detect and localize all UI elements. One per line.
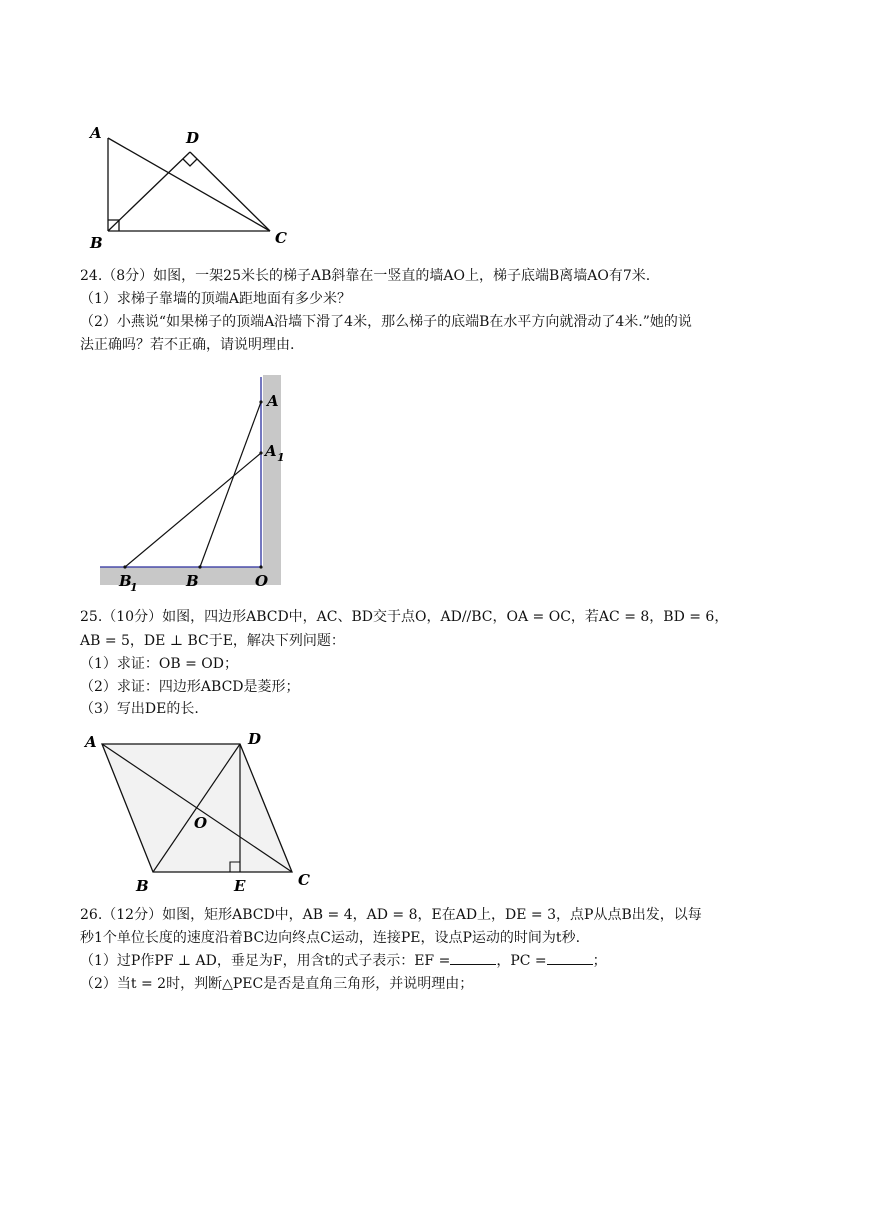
ladder-a1b1 — [125, 453, 261, 567]
label-o: O — [194, 814, 208, 832]
q24-part2-line1: （2）小燕说“如果梯子的顶端A沿墙下滑了4米，那么梯子的底端B在水平方向就滑动了4米.”她的说 — [80, 314, 692, 330]
label-a: A — [85, 733, 97, 751]
q25-part2: （2）求证：四边形ABCD是菱形； — [80, 679, 300, 695]
q26-part2: （2）当t = 2时，判断△PEC是否是直角三角形，并说明理由； — [80, 976, 474, 992]
q25-stem-line1: 25.（10分）如图，四边形ABCD中，AC、BD交于点O，AD//BC，OA = OC，若AC = 8，BD = 6， — [80, 609, 729, 625]
label-a1: A — [265, 442, 277, 460]
label-b1: B — [119, 572, 132, 590]
q26-part1-text: （1）过P作PF ⊥ AD，垂足为F，用含t的式子表示：EF = — [80, 953, 451, 969]
label-c: C — [298, 871, 310, 889]
label-b1-subscript: 1 — [130, 581, 138, 594]
answer-blank-ef[interactable] — [450, 952, 496, 965]
figure-rhombus — [80, 725, 320, 895]
label-d: D — [248, 730, 262, 748]
figure-ladder — [95, 375, 295, 595]
q26-stem-line1: 26.（12分）如图，矩形ABCD中，AB = 4，AD = 8，E在AD上，DE = 3，点P从点B出发，以每 — [80, 907, 702, 923]
label-d: D — [186, 129, 200, 147]
ladder-ab — [200, 402, 261, 567]
segment-ac — [108, 138, 270, 231]
q25-stem-line2: AB = 5，DE ⊥ BC于E，解决下列问题： — [80, 633, 345, 649]
label-b: B — [136, 877, 149, 895]
q26-part1-mid: ，PC = — [496, 953, 547, 969]
q26-stem-line2: 秒1个单位长度的速度沿着BC边向终点C运动，连接PE，设点P运动的时间为t秒. — [80, 930, 581, 946]
label-a1-subscript: 1 — [277, 451, 285, 464]
label-b: B — [90, 234, 103, 252]
label-b: B — [186, 572, 199, 590]
right-angle-d — [183, 159, 197, 166]
q24-stem: 24.（8分）如图，一架25米长的梯子AB斜靠在一竖直的墙AO上，梯子底端B离墙AO有7米. — [80, 268, 651, 284]
label-c: C — [275, 229, 287, 247]
label-o: O — [255, 572, 269, 590]
label-e: E — [234, 877, 246, 895]
label-a: A — [267, 392, 279, 410]
q26-part1-end: ； — [592, 953, 607, 969]
q24-part1: （1）求梯子靠墙的顶端A距地面有多少米？ — [80, 291, 352, 307]
segment-bd — [108, 152, 190, 231]
label-a: A — [90, 124, 102, 142]
answer-blank-pc[interactable] — [547, 952, 593, 965]
q25-part1: （1）求证：OB = OD； — [80, 656, 239, 672]
figure-triangle-abcd — [80, 118, 300, 253]
q25-part3: （3）写出DE的长. — [80, 701, 199, 717]
q26-part1 — [80, 951, 607, 971]
q24-part2-line2: 法正确吗？若不正确，请说明理由. — [80, 337, 295, 353]
